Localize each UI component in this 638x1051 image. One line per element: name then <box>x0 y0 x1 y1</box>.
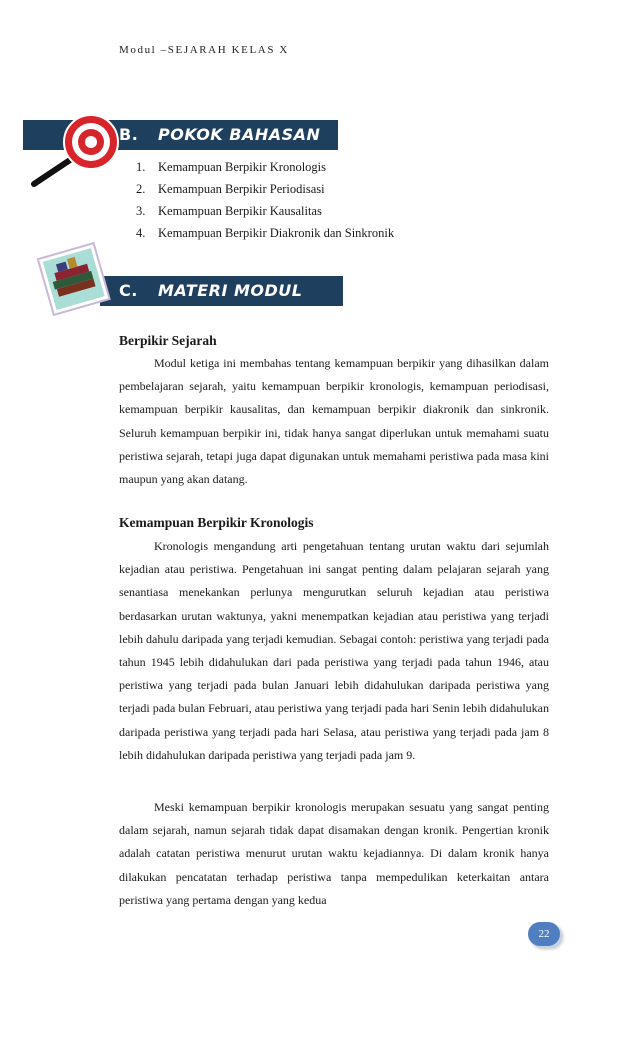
section-b-letter: B. <box>119 125 139 144</box>
page-number-badge: 22 <box>528 922 560 946</box>
books-icon <box>33 240 115 320</box>
list-item: 1. Kemampuan Berpikir Kronologis <box>136 160 327 174</box>
section-c-header <box>100 276 343 306</box>
running-header: Modul –SEJARAH KELAS X <box>119 44 289 56</box>
list-item: 3. Kemampuan Berpikir Kausalitas <box>136 204 322 218</box>
paragraph-berpikir-sejarah: Modul ketiga ini membahas tentang kemampuan berpikir yang dihasilkan dalam pembelajaran sejarah, yaitu kemampuan berpikir kronologis, kemampuan periodisasi, kemampuan berpikir kausalitas, dan kemampuan berpikir diakronik dan sinkronik. Seluruh kemampuan berpikir ini, tidak hanya sangat diperlukan untuk memahami suatu peristiwa sejarah, tetapi juga dapat digunakan untuk memahami peristiwa pada masa kini maupun yang akan datang. <box>119 356 549 487</box>
paragraph-kronologis-1: Kronologis mengandung arti pengetahuan tentang urutan waktu dari sejumlah kejadian atau peristiwa. Pengetahuan ini sangat penting dalam pelajaran sejarah yang senantiasa menekankan perlunya mengurutkan seluruh kejadian atau peristiwa berdasarkan urutan waktunya, yakni menempatkan kejadian atau peristiwa yang terjadi lebih dahulu daripada yang terjadi kemudian. Sebagai contoh: peristiwa yang terjadi pada tahun 1945 lebih didahulukan dari pada peristiwa yang terjadi pada tahun 1946, atau peristiwa yang terjadi pada bulan Januari lebih didahulukan daripada peristiwa yang terjadi pada bulan Februari, atau peristiwa yang terjadi pada hari Senin lebih didahulukan daripada peristiwa yang terjadi pada hari Selasa, atau peristiwa yang terjadi pada jam 8 lebih didahulukan daripada peristiwa yang terjadi pada jam 9. <box>119 539 549 762</box>
list-item: 4. Kemampuan Berpikir Diakronik dan Sinkronik <box>136 226 395 240</box>
list-item: 2. Kemampuan Berpikir Periodisasi <box>136 182 325 196</box>
paragraph-kronologis-2: Meski kemampuan berpikir kronologis merupakan sesuatu yang sangat penting dalam sejarah, namun sejarah tidak dapat disamakan dengan kronik. Pengertian kronik adalah catatan peristiwa menurut urutan waktu kejadiannya. Di dalam kronik hanya dilakukan pencatatan terhadap peristiwa tanpa mempedulikan keterkaitan antara peristiwa yang pertama dengan yang kedua <box>119 800 549 907</box>
heading-kemampuan-kronologis: Kemampuan Berpikir Kronologis <box>119 515 314 530</box>
heading-berpikir-sejarah: Berpikir Sejarah <box>119 333 217 348</box>
target-icon <box>62 113 120 171</box>
section-c-letter: C. <box>119 281 138 300</box>
section-b-title: POKOK BAHASAN <box>158 125 321 144</box>
topic-list <box>136 156 394 244</box>
section-c-title: MATERI MODUL <box>158 281 303 300</box>
